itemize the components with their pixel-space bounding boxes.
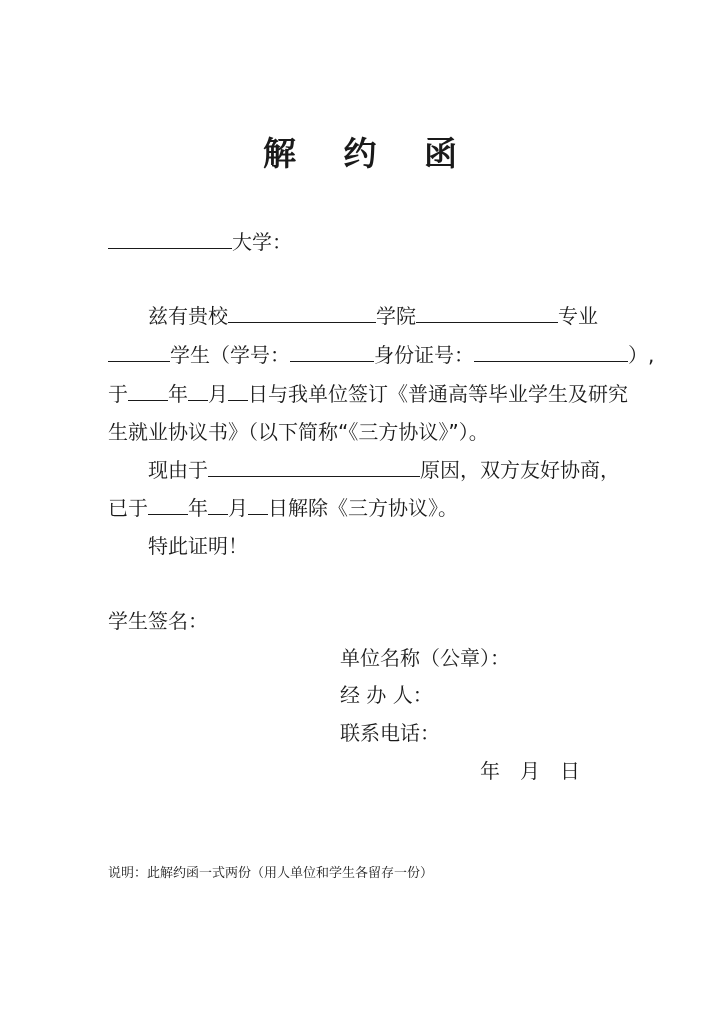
sign-month-blank (188, 383, 208, 401)
document-title: 解 约 函 (263, 134, 475, 173)
cancel-year-label: 年 (188, 496, 208, 520)
sign-day-blank (228, 383, 248, 401)
paragraph1-line2 (108, 341, 654, 369)
salutation-suffix: 大学： (232, 230, 292, 254)
student-name-blank (108, 344, 170, 362)
major-label: 专业 (558, 304, 598, 328)
closing-statement: 特此证明！ (148, 534, 248, 558)
reason-blank (208, 459, 420, 477)
day-text: 日与我单位签订《普通高等毕业学生及研究 (248, 382, 628, 406)
student-id-blank (290, 344, 374, 362)
close-paren: ）, (628, 343, 655, 367)
college-blank (228, 305, 376, 323)
footnote: 说明：此解约函一式两份（用人单位和学生各留存一份） (108, 866, 434, 881)
phone-label: 联系电话： (340, 721, 440, 745)
unit-name-label: 单位名称（公章）： (340, 646, 510, 670)
cancel-year-blank (148, 497, 188, 515)
salutation-line (108, 228, 292, 256)
cancel-day-text: 日解除《三方协议》。 (268, 496, 458, 520)
student-signature-label: 学生签名： (108, 609, 208, 633)
month-label: 月 (208, 382, 228, 406)
cancel-day-blank (248, 497, 268, 515)
reason-prefix: 现由于 (148, 458, 208, 482)
handler-label: 经 办 人： (340, 683, 433, 707)
date-label: 年 月 日 (480, 759, 580, 783)
cancel-month-blank (208, 497, 228, 515)
id-card-blank (474, 344, 628, 362)
id-card-label: 身份证号： (374, 343, 474, 367)
student-label: 学生（学号： (170, 343, 290, 367)
cancel-prefix: 已于 (108, 496, 148, 520)
reason-suffix: 原因，双方友好协商， (420, 458, 620, 482)
major-blank (416, 305, 558, 323)
prefix-text: 于 (108, 382, 128, 406)
cancel-month-label: 月 (228, 496, 248, 520)
intro-text: 兹有贵校 (148, 304, 228, 328)
year-label: 年 (168, 382, 188, 406)
paragraph1-line3 (108, 380, 628, 408)
paragraph1-line1 (148, 302, 598, 330)
sign-year-blank (128, 383, 168, 401)
college-label: 学院 (376, 304, 416, 328)
paragraph2-line1 (148, 456, 620, 484)
paragraph2-line2 (108, 494, 458, 522)
paragraph1-line4: 生就业协议书》（以下简称“《三方协议》”）。 (108, 420, 489, 444)
university-blank (108, 231, 232, 249)
